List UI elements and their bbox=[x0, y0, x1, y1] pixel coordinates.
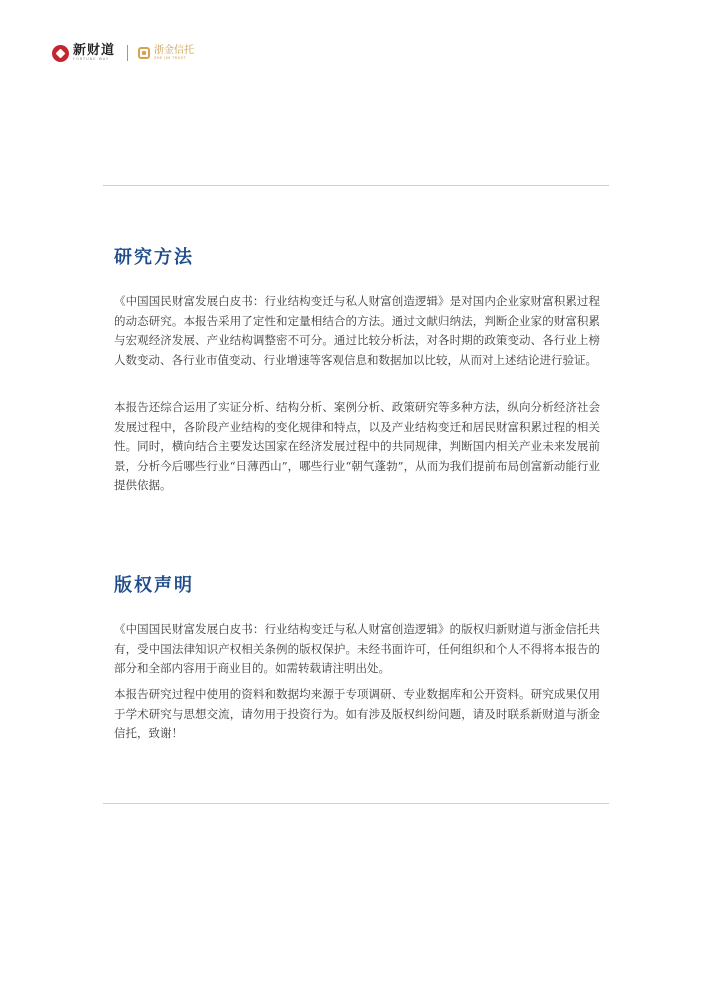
zhejin-trust-logo-subtitle: ZHE JIN TRUST bbox=[154, 55, 187, 60]
header-logos bbox=[52, 42, 194, 64]
top-divider bbox=[103, 185, 609, 186]
bottom-divider bbox=[103, 803, 609, 804]
method-paragraph-2: 本报告还综合运用了实证分析、结构分析、案例分析、政策研究等多种方法，纵向分析经济社会发展过程中，各阶段产业结构的变化规律和特点，以及产业结构变迁和居民财富积累过程的相关性。同时，横向结合主要发达国家在经济发展过程中的共同规律，判断国内相关产业未来发展前景，分析今后哪些行业“日薄西山”，哪些行业“朝气蓬勃”，从而为我们提前布局创富新动能行业提供依据。 bbox=[114, 400, 600, 492]
xincaidao-logo bbox=[52, 44, 115, 62]
zhejin-trust-logo-icon bbox=[138, 47, 150, 59]
copyright-paragraph-2: 本报告研究过程中使用的资料和数据均来源于专项调研、专业数据库和公开资料。研究成果仅用于学术研究与思想交流，请勿用于投资行为。如有涉及版权纠纷问题，请及时联系新财道与浙金信托，致谢！ bbox=[114, 687, 600, 740]
method-paragraph-1: 《中国国民财富发展白皮书：行业结构变迁与私人财富创造逻辑》是对国内企业家财富积累过程的动态研究。本报告采用了定性和定量相结合的方法。通过文献归纳法，判断企业家的财富积累与宏观经济发展、产业结构调整密不可分。通过比较分析法，对各时期的政策变动、各行业上榜人数变动、各行业市值变动、行业增速等客观信息和数据加以比较，从而对上述结论进行验证。 bbox=[114, 294, 600, 367]
xincaidao-logo-icon bbox=[52, 45, 69, 62]
zhejin-trust-logo bbox=[138, 46, 194, 61]
logo-divider bbox=[127, 45, 128, 61]
section-title-copyright: 版权声明 bbox=[114, 575, 194, 596]
section-title-research-method: 研究方法 bbox=[114, 247, 194, 268]
xincaidao-logo-subtitle: FORTUNE WAY bbox=[73, 57, 110, 62]
zhejin-trust-logo-name: 浙金信托 bbox=[154, 44, 195, 56]
xincaidao-logo-name: 新财道 bbox=[73, 43, 116, 59]
copyright-paragraph-1: 《中国国民财富发展白皮书：行业结构变迁与私人财富创造逻辑》的版权归新财道与浙金信托共有，受中国法律知识产权相关条例的版权保护。未经书面许可，任何组织和个人不得将本报告的部分和全部内容用于商业目的。如需转载请注明出处。 bbox=[114, 622, 600, 675]
